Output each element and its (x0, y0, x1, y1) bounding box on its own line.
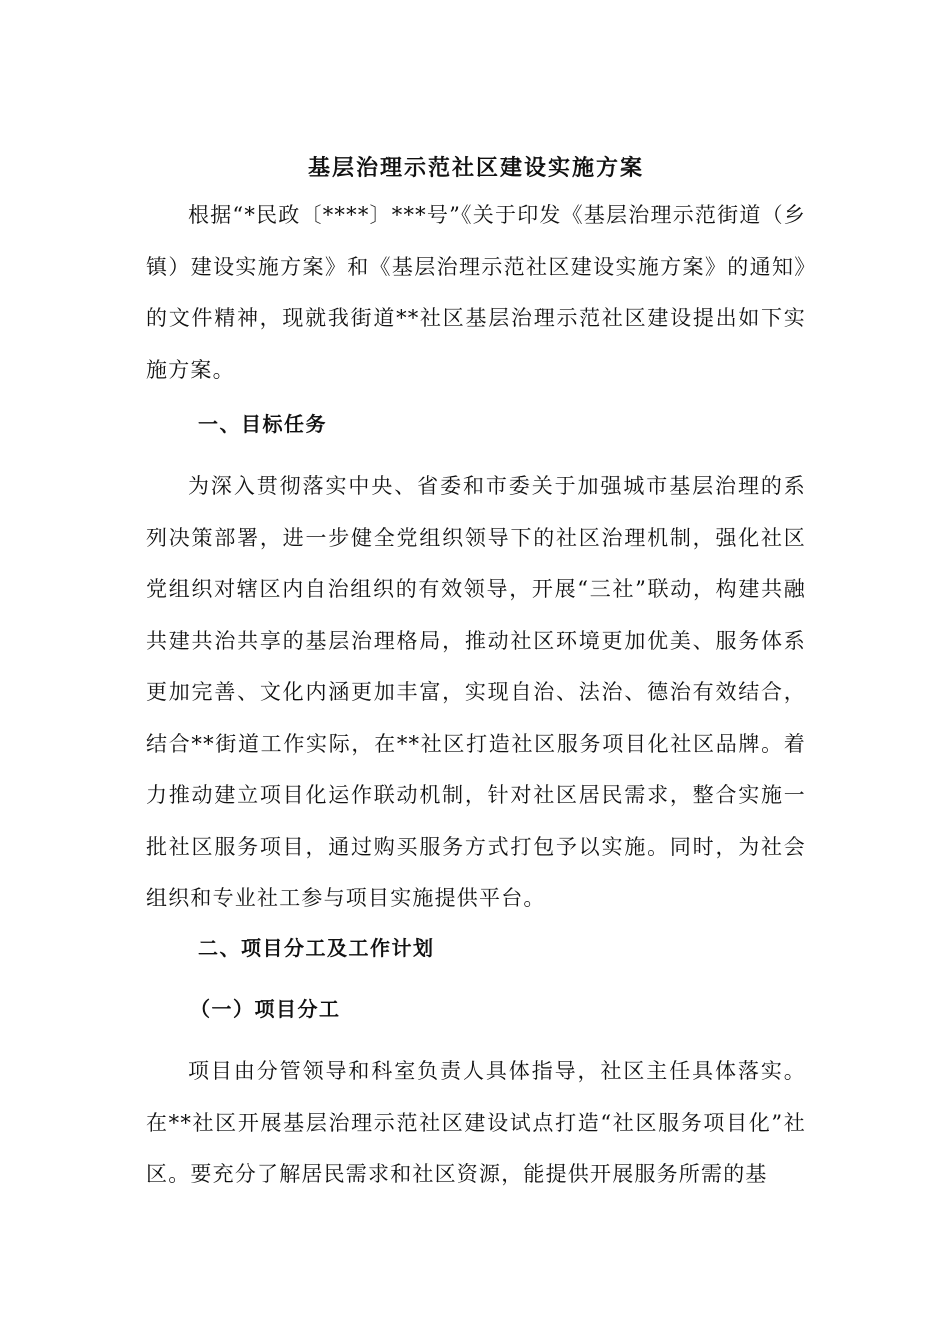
document-title: 基层治理示范社区建设实施方案 (307, 155, 644, 181)
section-heading-division: 二、项目分工及工作计划 (198, 936, 435, 960)
project-division-paragraph: 项目由分管领导和科室负责人具体指导，社区主任具体落实。在**社区开展基层治理示范社区建设试点打造“社区服务项目化”社区。要充分了解居民需求和社区资源，能提供开展服务所需的基 (146, 1059, 806, 1186)
intro-paragraph: 根据“*民政〔****〕***号”《关于印发《基层治理示范街道（乡镇）建设实施方案》和《基层治理示范社区建设实施方案》的通知》的文件精神，现就我街道**社区基层治理示范社区建设提出如下实施方案。 (146, 203, 806, 382)
goals-paragraph: 为深入贯彻落实中央、省委和市委关于加强城市基层治理的系列决策部署，进一步健全党组织领导下的社区治理机制，强化社区党组织对辖区内自治组织的有效领导，开展“三社”联动，构建共融共建共治共享的基层治理格局，推动社区环境更加优美、服务体系更加完善、文化内涵更加丰富，实现自治、法治、德治有效结合，结合**街道工作实际，在**社区打造社区服务项目化社区品牌。着力推动建立项目化运作联动机制，针对社区居民需求，整合实施一批社区服务项目，通过购买服务方式打包予以实施。同时，为社会组织和专业社工参与项目实施提供平台。 (146, 474, 806, 910)
section-heading-goals: 一、目标任务 (198, 412, 327, 436)
subsection-heading-project-division: （一）项目分工 (190, 997, 341, 1021)
